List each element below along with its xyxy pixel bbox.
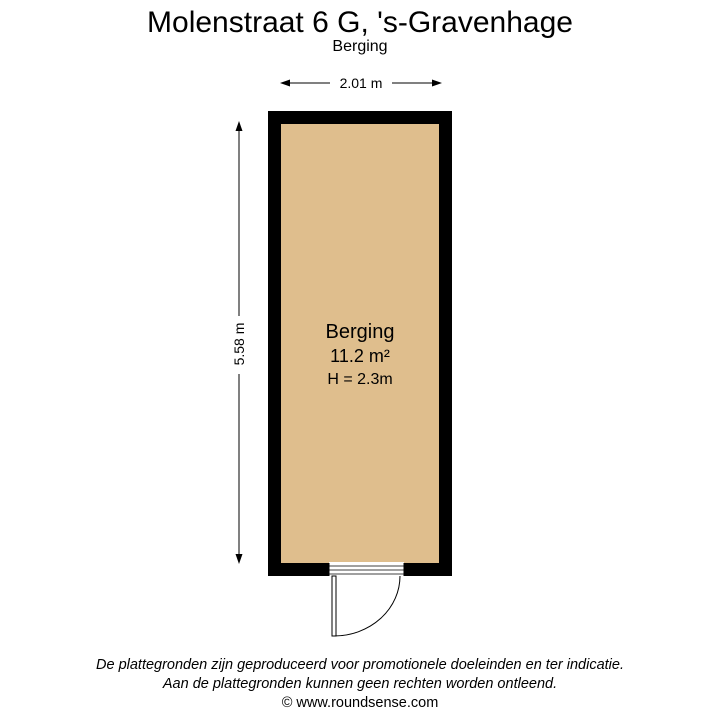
disclaimer-line-2: Aan de plattegronden kunnen geen rechten worden ontleend. bbox=[162, 676, 558, 692]
width-dimension bbox=[280, 75, 442, 91]
room-height-label: H = 2.3m bbox=[327, 371, 393, 388]
room-floor bbox=[281, 124, 439, 563]
door-opening bbox=[329, 562, 404, 577]
door-swing-arc bbox=[334, 576, 400, 636]
length-dimension bbox=[231, 121, 247, 564]
door-leaf bbox=[332, 576, 336, 636]
room-name-label: Berging bbox=[325, 321, 395, 343]
width-dimension-label: 2.01 m bbox=[339, 75, 383, 91]
arrowhead-up-icon bbox=[236, 121, 243, 131]
plan-title: Molenstraat 6 G, 's-Gravenhage bbox=[147, 6, 573, 39]
disclaimer bbox=[0, 656, 720, 713]
arrowhead-down-icon bbox=[236, 554, 243, 564]
length-dimension-label: 5.58 m bbox=[231, 322, 247, 366]
arrowhead-left-icon bbox=[280, 80, 290, 87]
room-area-label: 11.2 m² bbox=[330, 346, 390, 366]
door bbox=[329, 562, 404, 636]
disclaimer-line-1: De plattegronden zijn geproduceerd voor promotionele doeleinden en ter indicatie. bbox=[96, 657, 624, 673]
plan-subtitle: Berging bbox=[332, 38, 388, 55]
arrowhead-right-icon bbox=[432, 80, 442, 87]
copyright-text: © www.roundsense.com bbox=[281, 695, 439, 711]
